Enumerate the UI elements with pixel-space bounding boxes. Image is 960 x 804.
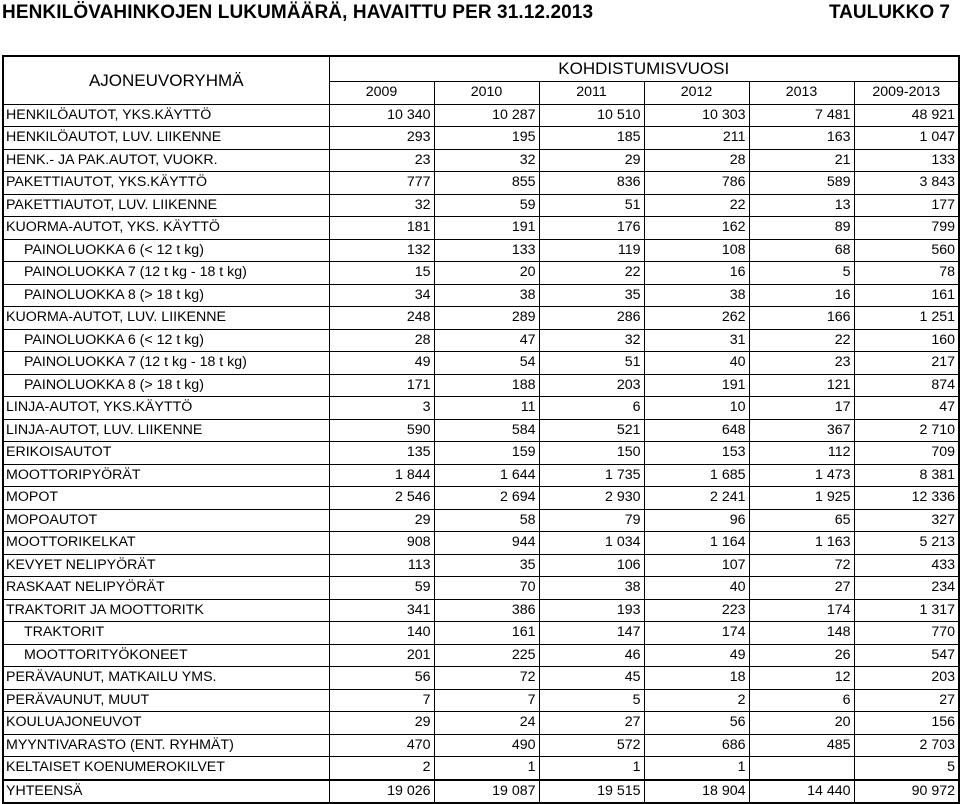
value-cell: 1 735 (539, 464, 644, 487)
value-cell: 18 (644, 667, 749, 690)
value-cell: 1 925 (749, 487, 854, 510)
row-label: PAINOLUOKKA 6 (< 12 t kg) (3, 239, 329, 262)
value-cell: 121 (749, 374, 854, 397)
row-label: RASKAAT NELIPYÖRÄT (3, 577, 329, 600)
table-row (3, 599, 959, 622)
row-label: LINJA-AUTOT, LUV. LIIKENNE (3, 419, 329, 442)
table-row (3, 262, 959, 285)
value-cell: 908 (329, 532, 434, 555)
year-group-header: KOHDISTUMISVUOSI (329, 56, 959, 82)
value-cell: 23 (749, 352, 854, 375)
value-cell: 2 546 (329, 487, 434, 510)
value-cell: 234 (854, 577, 959, 600)
value-cell: 72 (434, 667, 539, 690)
year-header: 2012 (644, 82, 749, 105)
value-cell: 47 (434, 329, 539, 352)
table-row (3, 172, 959, 195)
value-cell: 12 336 (854, 487, 959, 510)
year-header: 2013 (749, 82, 854, 105)
value-cell: 191 (434, 217, 539, 240)
value-cell: 2 241 (644, 487, 749, 510)
value-cell: 48 921 (854, 104, 959, 127)
value-cell: 140 (329, 622, 434, 645)
value-cell: 3 (329, 397, 434, 420)
value-cell: 547 (854, 644, 959, 667)
row-label: PAINOLUOKKA 7 (12 t kg - 18 t kg) (3, 352, 329, 375)
value-cell: 1 047 (854, 127, 959, 150)
table-number: TAULUKKO 7 (828, 2, 950, 23)
value-cell: 28 (329, 329, 434, 352)
value-cell: 20 (749, 712, 854, 735)
value-cell: 1 (434, 757, 539, 780)
value-cell: 836 (539, 172, 644, 195)
total-cell: 19 026 (329, 780, 434, 804)
value-cell: 203 (539, 374, 644, 397)
value-cell: 56 (329, 667, 434, 690)
total-label: YHTEENSÄ (3, 780, 329, 804)
table-row (3, 217, 959, 240)
total-cell: 90 972 (854, 780, 959, 804)
value-cell: 106 (539, 554, 644, 577)
value-cell: 470 (329, 734, 434, 757)
value-cell: 51 (539, 194, 644, 217)
value-cell: 147 (539, 622, 644, 645)
value-cell: 1 164 (644, 532, 749, 555)
value-cell: 10 303 (644, 104, 749, 127)
value-cell: 153 (644, 442, 749, 465)
value-cell: 1 251 (854, 307, 959, 330)
value-cell: 286 (539, 307, 644, 330)
value-cell: 193 (539, 599, 644, 622)
value-cell: 26 (749, 644, 854, 667)
value-cell: 1 034 (539, 532, 644, 555)
value-cell: 47 (854, 397, 959, 420)
value-cell: 40 (644, 577, 749, 600)
table-row (3, 104, 959, 127)
value-cell: 367 (749, 419, 854, 442)
row-label: TRAKTORIT (3, 622, 329, 645)
row-label: PAINOLUOKKA 8 (> 18 t kg) (3, 284, 329, 307)
value-cell: 21 (749, 149, 854, 172)
value-cell: 35 (434, 554, 539, 577)
value-cell: 49 (329, 352, 434, 375)
value-cell: 11 (434, 397, 539, 420)
value-cell: 27 (749, 577, 854, 600)
value-cell: 777 (329, 172, 434, 195)
table-row (3, 577, 959, 600)
value-cell: 1 163 (749, 532, 854, 555)
table-row (3, 532, 959, 555)
table-row (3, 712, 959, 735)
value-cell: 3 843 (854, 172, 959, 195)
total-cell: 14 440 (749, 780, 854, 804)
row-label: PERÄVAUNUT, MUUT (3, 689, 329, 712)
value-cell (749, 757, 854, 780)
value-cell: 521 (539, 419, 644, 442)
value-cell: 327 (854, 509, 959, 532)
row-label: LINJA-AUTOT, YKS.KÄYTTÖ (3, 397, 329, 420)
value-cell: 27 (539, 712, 644, 735)
table-row (3, 622, 959, 645)
value-cell: 163 (749, 127, 854, 150)
value-cell: 485 (749, 734, 854, 757)
value-cell: 584 (434, 419, 539, 442)
table-row (3, 284, 959, 307)
value-cell: 10 510 (539, 104, 644, 127)
value-cell: 16 (749, 284, 854, 307)
value-cell: 262 (644, 307, 749, 330)
row-label: TRAKTORIT JA MOOTTORITK (3, 599, 329, 622)
value-cell: 58 (434, 509, 539, 532)
year-header: 2011 (539, 82, 644, 105)
value-cell: 185 (539, 127, 644, 150)
value-cell: 293 (329, 127, 434, 150)
value-cell: 177 (854, 194, 959, 217)
value-cell: 35 (539, 284, 644, 307)
value-cell: 2 (329, 757, 434, 780)
value-cell: 22 (644, 194, 749, 217)
value-cell: 15 (329, 262, 434, 285)
value-cell: 70 (434, 577, 539, 600)
value-cell: 1 (644, 757, 749, 780)
value-cell: 1 685 (644, 464, 749, 487)
table-row (3, 667, 959, 690)
value-cell: 10 (644, 397, 749, 420)
value-cell: 5 (749, 262, 854, 285)
row-label: KUORMA-AUTOT, LUV. LIIKENNE (3, 307, 329, 330)
value-cell: 181 (329, 217, 434, 240)
value-cell: 161 (434, 622, 539, 645)
value-cell: 10 287 (434, 104, 539, 127)
value-cell: 225 (434, 644, 539, 667)
value-cell: 590 (329, 419, 434, 442)
value-cell: 874 (854, 374, 959, 397)
total-cell: 19 087 (434, 780, 539, 804)
row-label: HENKILÖAUTOT, YKS.KÄYTTÖ (3, 104, 329, 127)
value-cell: 49 (644, 644, 749, 667)
value-cell: 119 (539, 239, 644, 262)
row-label: KEVYET NELIPYÖRÄT (3, 554, 329, 577)
value-cell: 2 930 (539, 487, 644, 510)
vehicle-group-header: AJONEUVORYHMÄ (3, 56, 329, 104)
value-cell: 13 (749, 194, 854, 217)
table-row (3, 644, 959, 667)
value-cell: 1 844 (329, 464, 434, 487)
value-cell: 490 (434, 734, 539, 757)
value-cell: 195 (434, 127, 539, 150)
value-cell: 648 (644, 419, 749, 442)
row-label: KOULUAJONEUVOT (3, 712, 329, 735)
value-cell: 38 (539, 577, 644, 600)
value-cell: 799 (854, 217, 959, 240)
value-cell: 191 (644, 374, 749, 397)
value-cell: 7 481 (749, 104, 854, 127)
value-cell: 2 694 (434, 487, 539, 510)
value-cell: 1 (539, 757, 644, 780)
value-cell: 113 (329, 554, 434, 577)
value-cell: 162 (644, 217, 749, 240)
value-cell: 709 (854, 442, 959, 465)
value-cell: 5 (854, 757, 959, 780)
value-cell: 68 (749, 239, 854, 262)
value-cell: 1 473 (749, 464, 854, 487)
row-label: HENK.- JA PAK.AUTOT, VUOKR. (3, 149, 329, 172)
value-cell: 211 (644, 127, 749, 150)
value-cell: 112 (749, 442, 854, 465)
row-label: PERÄVAUNUT, MATKAILU YMS. (3, 667, 329, 690)
value-cell: 28 (644, 149, 749, 172)
value-cell: 31 (644, 329, 749, 352)
value-cell: 289 (434, 307, 539, 330)
value-cell: 27 (854, 689, 959, 712)
value-cell: 7 (434, 689, 539, 712)
value-cell: 38 (644, 284, 749, 307)
row-label: MOPOT (3, 487, 329, 510)
value-cell: 89 (749, 217, 854, 240)
table-row (3, 149, 959, 172)
value-cell: 22 (539, 262, 644, 285)
value-cell: 223 (644, 599, 749, 622)
row-label: MYYNTIVARASTO (ENT. RYHMÄT) (3, 734, 329, 757)
table-row (3, 127, 959, 150)
table-row (3, 194, 959, 217)
value-cell: 166 (749, 307, 854, 330)
value-cell: 56 (644, 712, 749, 735)
table-row (3, 509, 959, 532)
value-cell: 944 (434, 532, 539, 555)
value-cell: 188 (434, 374, 539, 397)
row-label: ERIKOISAUTOT (3, 442, 329, 465)
value-cell: 29 (329, 712, 434, 735)
table-row (3, 374, 959, 397)
value-cell: 786 (644, 172, 749, 195)
value-cell: 341 (329, 599, 434, 622)
table-row (3, 464, 959, 487)
value-cell: 572 (539, 734, 644, 757)
value-cell: 5 (539, 689, 644, 712)
table-row (3, 307, 959, 330)
table-row (3, 397, 959, 420)
injury-count-table (2, 55, 960, 804)
value-cell: 108 (644, 239, 749, 262)
table-row (3, 239, 959, 262)
value-cell: 2 (644, 689, 749, 712)
value-cell: 770 (854, 622, 959, 645)
value-cell: 161 (854, 284, 959, 307)
value-cell: 8 381 (854, 464, 959, 487)
value-cell: 16 (644, 262, 749, 285)
value-cell: 148 (749, 622, 854, 645)
value-cell: 135 (329, 442, 434, 465)
value-cell: 386 (434, 599, 539, 622)
row-label: PAINOLUOKKA 8 (> 18 t kg) (3, 374, 329, 397)
value-cell: 5 213 (854, 532, 959, 555)
value-cell: 79 (539, 509, 644, 532)
value-cell: 54 (434, 352, 539, 375)
year-header: 2009-2013 (854, 82, 959, 105)
row-label: HENKILÖAUTOT, LUV. LIIKENNE (3, 127, 329, 150)
value-cell: 7 (329, 689, 434, 712)
value-cell: 34 (329, 284, 434, 307)
table-row (3, 554, 959, 577)
table-row (3, 487, 959, 510)
value-cell: 51 (539, 352, 644, 375)
value-cell: 150 (539, 442, 644, 465)
page-header (0, 0, 960, 46)
value-cell: 156 (854, 712, 959, 735)
value-cell: 72 (749, 554, 854, 577)
row-label: PAKETTIAUTOT, YKS.KÄYTTÖ (3, 172, 329, 195)
value-cell: 32 (434, 149, 539, 172)
year-header: 2009 (329, 82, 434, 105)
value-cell: 174 (749, 599, 854, 622)
row-label: MOOTTORITYÖKONEET (3, 644, 329, 667)
value-cell: 38 (434, 284, 539, 307)
row-label: PAKETTIAUTOT, LUV. LIIKENNE (3, 194, 329, 217)
value-cell: 59 (434, 194, 539, 217)
table-row (3, 734, 959, 757)
value-cell: 107 (644, 554, 749, 577)
value-cell: 17 (749, 397, 854, 420)
value-cell: 433 (854, 554, 959, 577)
value-cell: 133 (854, 149, 959, 172)
table-row (3, 689, 959, 712)
row-label: MOPOAUTOT (3, 509, 329, 532)
value-cell: 171 (329, 374, 434, 397)
row-label: PAINOLUOKKA 7 (12 t kg - 18 t kg) (3, 262, 329, 285)
value-cell: 686 (644, 734, 749, 757)
value-cell: 201 (329, 644, 434, 667)
value-cell: 176 (539, 217, 644, 240)
value-cell: 2 703 (854, 734, 959, 757)
value-cell: 2 710 (854, 419, 959, 442)
value-cell: 10 340 (329, 104, 434, 127)
value-cell: 22 (749, 329, 854, 352)
row-label: MOOTTORIPYÖRÄT (3, 464, 329, 487)
page-title: HENKILÖVAHINKOJEN LUKUMÄÄRÄ, HAVAITTU PER 31.12.2013 (2, 2, 594, 23)
value-cell: 29 (539, 149, 644, 172)
value-cell: 855 (434, 172, 539, 195)
value-cell: 29 (329, 509, 434, 532)
value-cell: 12 (749, 667, 854, 690)
row-label: KUORMA-AUTOT, YKS. KÄYTTÖ (3, 217, 329, 240)
value-cell: 32 (329, 194, 434, 217)
value-cell: 159 (434, 442, 539, 465)
value-cell: 6 (749, 689, 854, 712)
table-row (3, 757, 959, 780)
value-cell: 1 644 (434, 464, 539, 487)
table-row (3, 329, 959, 352)
value-cell: 23 (329, 149, 434, 172)
value-cell: 78 (854, 262, 959, 285)
row-label: PAINOLUOKKA 6 (< 12 t kg) (3, 329, 329, 352)
value-cell: 589 (749, 172, 854, 195)
total-cell: 19 515 (539, 780, 644, 804)
value-cell: 248 (329, 307, 434, 330)
value-cell: 46 (539, 644, 644, 667)
value-cell: 59 (329, 577, 434, 600)
total-cell: 18 904 (644, 780, 749, 804)
value-cell: 45 (539, 667, 644, 690)
table-row (3, 352, 959, 375)
row-label: MOOTTORIKELKAT (3, 532, 329, 555)
value-cell: 96 (644, 509, 749, 532)
value-cell: 174 (644, 622, 749, 645)
table-body (3, 104, 959, 803)
table-head (3, 56, 959, 104)
value-cell: 6 (539, 397, 644, 420)
year-header: 2010 (434, 82, 539, 105)
total-row (3, 780, 959, 804)
value-cell: 65 (749, 509, 854, 532)
value-cell: 132 (329, 239, 434, 262)
table-row (3, 442, 959, 465)
value-cell: 32 (539, 329, 644, 352)
value-cell: 217 (854, 352, 959, 375)
table-row (3, 419, 959, 442)
value-cell: 133 (434, 239, 539, 262)
value-cell: 1 317 (854, 599, 959, 622)
value-cell: 560 (854, 239, 959, 262)
value-cell: 160 (854, 329, 959, 352)
value-cell: 20 (434, 262, 539, 285)
value-cell: 203 (854, 667, 959, 690)
value-cell: 24 (434, 712, 539, 735)
value-cell: 40 (644, 352, 749, 375)
row-label: KELTAISET KOENUMEROKILVET (3, 757, 329, 780)
